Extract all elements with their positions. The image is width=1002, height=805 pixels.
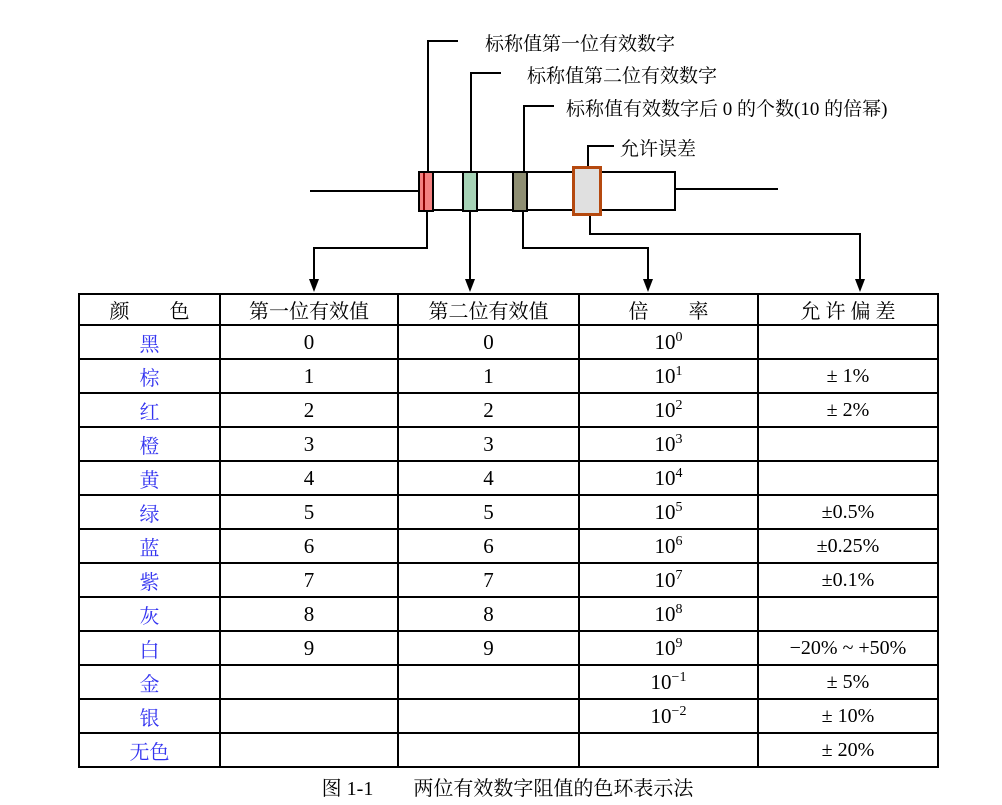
tolerance-cell: ± 2% [758, 393, 938, 427]
header-multiplier: 倍 率 [579, 294, 758, 325]
tolerance-cell: ± 10% [758, 699, 938, 733]
arrow-line [859, 233, 861, 281]
table-row [79, 495, 938, 529]
tolerance-cell [758, 597, 938, 631]
resistor-body [418, 171, 676, 211]
first-digit-cell: 8 [220, 597, 398, 631]
multiplier-cell: $10^2$ [579, 393, 758, 427]
multiplier-cell: $10^8$ [579, 597, 758, 631]
first-digit-cell: 3 [220, 427, 398, 461]
second-digit-cell: 2 [398, 393, 579, 427]
header-tolerance: 允 许 偏 差 [758, 294, 938, 325]
down-arrow-icon [465, 279, 475, 292]
multiplier-band [512, 171, 528, 212]
leader-line [470, 72, 501, 74]
label-second-digit: 标称值第二位有效数字 [527, 66, 718, 87]
header-first-digit: 第一位有效值 [220, 294, 398, 325]
table-row [79, 427, 938, 461]
first-digit-cell: 7 [220, 563, 398, 597]
first-digit-cell [220, 733, 398, 767]
first-digit-cell: 0 [220, 325, 398, 359]
first-digit-cell [220, 665, 398, 699]
resistor-left-lead [310, 190, 418, 192]
tolerance-cell: ± 5% [758, 665, 938, 699]
label-multiplier: 标称值有效数字后 0 的个数(10 的倍幂) [566, 99, 888, 120]
leader-line [427, 40, 429, 171]
first-digit-cell [220, 699, 398, 733]
table-row [79, 529, 938, 563]
color-code-table-body [79, 325, 938, 767]
multiplier-cell: $10^1$ [579, 359, 758, 393]
multiplier-cell [579, 733, 758, 767]
second-digit-cell: 5 [398, 495, 579, 529]
down-arrow-icon [309, 279, 319, 292]
table-row [79, 597, 938, 631]
header-color: 颜 色 [79, 294, 220, 325]
first-digit-cell: 1 [220, 359, 398, 393]
color-name-cell: 无色 [79, 733, 220, 767]
first-digit-cell: 2 [220, 393, 398, 427]
arrow-line [589, 233, 861, 235]
resistor-right-lead [676, 188, 778, 190]
label-first-digit: 标称值第一位有效数字 [485, 34, 676, 55]
second-digit-cell: 7 [398, 563, 579, 597]
color-name-cell: 橙 [79, 427, 220, 461]
tolerance-cell: ±0.1% [758, 563, 938, 597]
color-name-cell: 蓝 [79, 529, 220, 563]
second-digit-cell: 0 [398, 325, 579, 359]
color-name-cell: 紫 [79, 563, 220, 597]
down-arrow-icon [643, 279, 653, 292]
arrow-line [469, 212, 471, 281]
color-name-cell: 黑 [79, 325, 220, 359]
label-tolerance: 允许误差 [620, 139, 697, 160]
tolerance-cell: ± 1% [758, 359, 938, 393]
tolerance-cell: ±0.5% [758, 495, 938, 529]
color-name-cell: 棕 [79, 359, 220, 393]
tolerance-cell [758, 325, 938, 359]
table-row [79, 665, 938, 699]
first-digit-band [418, 171, 434, 212]
color-name-cell: 红 [79, 393, 220, 427]
arrow-line [647, 247, 649, 281]
tolerance-cell: ± 20% [758, 733, 938, 767]
first-digit-cell: 6 [220, 529, 398, 563]
color-name-cell: 黄 [79, 461, 220, 495]
table-row [79, 733, 938, 767]
color-name-cell: 金 [79, 665, 220, 699]
second-digit-cell: 9 [398, 631, 579, 665]
leader-line [587, 145, 589, 166]
table-row [79, 393, 938, 427]
tolerance-band [572, 166, 602, 216]
figure-caption: 图 1-1 两位有效数字阻值的色环表示法 [321, 778, 694, 800]
tolerance-cell: −20% ~ +50% [758, 631, 938, 665]
second-digit-band [462, 171, 478, 212]
down-arrow-icon [855, 279, 865, 292]
color-code-table [78, 293, 939, 768]
multiplier-cell: $10^5$ [579, 495, 758, 529]
leader-line [470, 72, 472, 171]
second-digit-cell: 3 [398, 427, 579, 461]
second-digit-cell: 8 [398, 597, 579, 631]
second-digit-cell: 6 [398, 529, 579, 563]
color-name-cell: 绿 [79, 495, 220, 529]
table-row [79, 699, 938, 733]
arrow-line [522, 247, 649, 249]
table-row [79, 359, 938, 393]
second-digit-cell: 4 [398, 461, 579, 495]
table-row [79, 631, 938, 665]
second-digit-cell [398, 665, 579, 699]
multiplier-cell: $10^4$ [579, 461, 758, 495]
multiplier-cell: $10^7$ [579, 563, 758, 597]
second-digit-cell [398, 733, 579, 767]
multiplier-cell: $10^{-1}$ [579, 665, 758, 699]
table-row [79, 563, 938, 597]
multiplier-cell: $10^3$ [579, 427, 758, 461]
second-digit-cell [398, 699, 579, 733]
tolerance-cell [758, 427, 938, 461]
table-row [79, 461, 938, 495]
table-row [79, 325, 938, 359]
tolerance-cell: ±0.25% [758, 529, 938, 563]
second-digit-cell: 1 [398, 359, 579, 393]
arrow-line [426, 212, 428, 249]
tolerance-cell [758, 461, 938, 495]
arrow-line [313, 247, 315, 281]
first-digit-band-stripe [423, 173, 425, 210]
multiplier-cell: $10^9$ [579, 631, 758, 665]
leader-line [587, 145, 614, 147]
first-digit-cell: 4 [220, 461, 398, 495]
arrow-line [313, 247, 428, 249]
first-digit-cell: 5 [220, 495, 398, 529]
table-header-row [79, 294, 938, 325]
leader-line [523, 105, 554, 107]
color-name-cell: 银 [79, 699, 220, 733]
arrow-line [522, 212, 524, 249]
multiplier-cell: $10^0$ [579, 325, 758, 359]
multiplier-cell: $10^6$ [579, 529, 758, 563]
color-name-cell: 灰 [79, 597, 220, 631]
first-digit-cell: 9 [220, 631, 398, 665]
header-second-digit: 第二位有效值 [398, 294, 579, 325]
leader-line [523, 105, 525, 171]
color-name-cell: 白 [79, 631, 220, 665]
multiplier-cell: $10^{-2}$ [579, 699, 758, 733]
leader-line [427, 40, 458, 42]
